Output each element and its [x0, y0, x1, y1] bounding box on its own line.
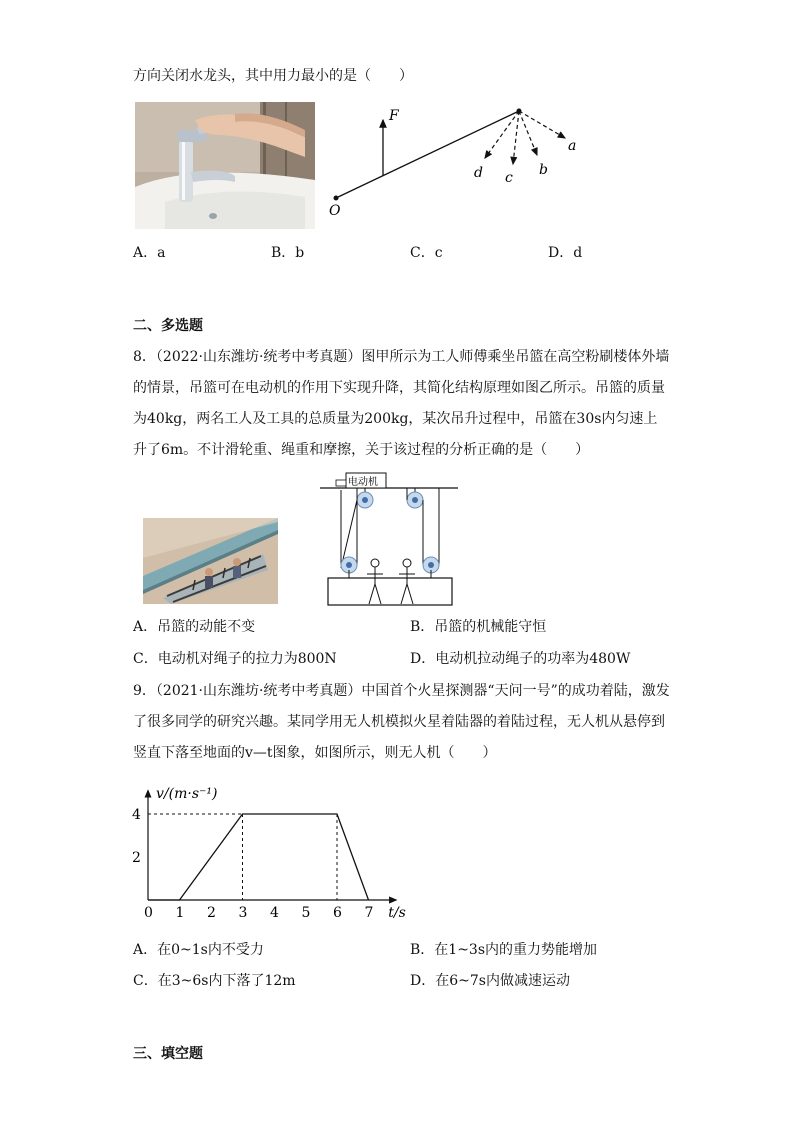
force-a-arrow	[519, 111, 565, 138]
motor-shaft	[336, 480, 346, 486]
q8-text-line: 升了6m。不计滑轮重、绳重和摩擦，关于该过程的分析正确的是（ ）	[133, 442, 590, 458]
q8-option-d: D．电动机拉动绳子的功率为480W	[410, 651, 631, 667]
label-d: d	[474, 165, 483, 181]
upper-pulley-right	[407, 488, 423, 508]
lever-line	[336, 111, 519, 198]
q9-option-c: C．在3~6s内下落了12m	[133, 973, 296, 989]
x-tick-label: 1	[175, 905, 185, 921]
pivot-point-o	[334, 196, 339, 201]
faucet-photo	[135, 102, 315, 229]
q7-option-a: A．a	[133, 245, 166, 261]
label-f: F	[389, 108, 399, 124]
x-tick-label: 4	[270, 905, 279, 921]
gondola-photo	[143, 518, 278, 604]
section-2-title: 二、多选题	[133, 318, 203, 334]
q7-option-d: D．d	[548, 245, 583, 261]
motor-label: 电动机	[348, 477, 378, 488]
x-axis-label: t/s	[388, 905, 406, 921]
lever-force-diagram	[325, 100, 595, 225]
force-b-arrow	[519, 111, 537, 155]
q8-option-a: A．吊篮的动能不变	[133, 619, 256, 635]
label-b: b	[539, 162, 548, 178]
force-d-arrow	[485, 111, 519, 158]
label-a: a	[568, 138, 577, 154]
q8-text-line: 为40kg，两名工人及工具的总质量为200kg，某次吊升过程中，吊篮在30s内匀速上	[133, 411, 658, 427]
y-axis-label: v/(m·s⁻¹)	[156, 786, 218, 802]
y-tick-label: 2	[132, 850, 141, 866]
q8-text-line: 8．（2022·山东潍坊·统考中考真题）图甲所示为工人师傅乘坐吊篮在高空粉刷楼体外墙	[133, 349, 670, 365]
q9-option-d: D．在6~7s内做减速运动	[410, 973, 570, 989]
q9-option-b: B．在1~3s内的重力势能增加	[410, 942, 598, 958]
x-tick-label: 5	[301, 905, 311, 921]
x-tick-label: 3	[238, 905, 248, 921]
q7-option-b: B．b	[271, 245, 305, 261]
section-3-title: 三、填空题	[133, 1046, 203, 1062]
q8-option-c: C．电动机对绳子的拉力为800N	[133, 651, 337, 667]
x-tick-label: 0	[144, 905, 153, 921]
q7-text-line: 方向关闭水龙头，其中用力最小的是（ ）	[133, 68, 413, 84]
q9-option-a: A．在0~1s内不受力	[133, 942, 264, 958]
q7-option-c: C．c	[410, 245, 443, 261]
x-tick-label: 7	[364, 905, 374, 921]
x-tick-label: 2	[207, 905, 216, 921]
velocity-time-chart	[128, 778, 418, 923]
label-c: c	[505, 170, 513, 186]
lower-pulley-left	[341, 557, 357, 578]
q9-text-line: 了很多同学的研究兴趣。某同学用无人机模拟火星着陆器的着陆过程，无人机从悬停到	[133, 714, 665, 730]
y-tick-label: 4	[132, 807, 141, 823]
q9-text-line: 9．（2021·山东潍坊·统考中考真题）中国首个火星探测器“天问一号”的成功着陆，激发	[133, 683, 670, 699]
basket-box	[328, 578, 452, 605]
q9-text-line: 竖直下落至地面的v—t图象，如图所示，则无人机（ ）	[133, 745, 497, 761]
q8-text-line: 的情景，吊篮可在电动机的作用下实现升降，其简化结构原理如图乙所示。吊篮的质量	[133, 380, 665, 396]
pulley-system-diagram	[318, 470, 463, 608]
velocity-series-line	[148, 814, 369, 900]
q8-option-b: B．吊篮的机械能守恒	[410, 619, 547, 635]
x-tick-label: 6	[333, 905, 342, 921]
upper-pulley-left	[357, 488, 373, 508]
label-o: O	[329, 203, 341, 219]
lower-pulley-right	[423, 557, 439, 578]
